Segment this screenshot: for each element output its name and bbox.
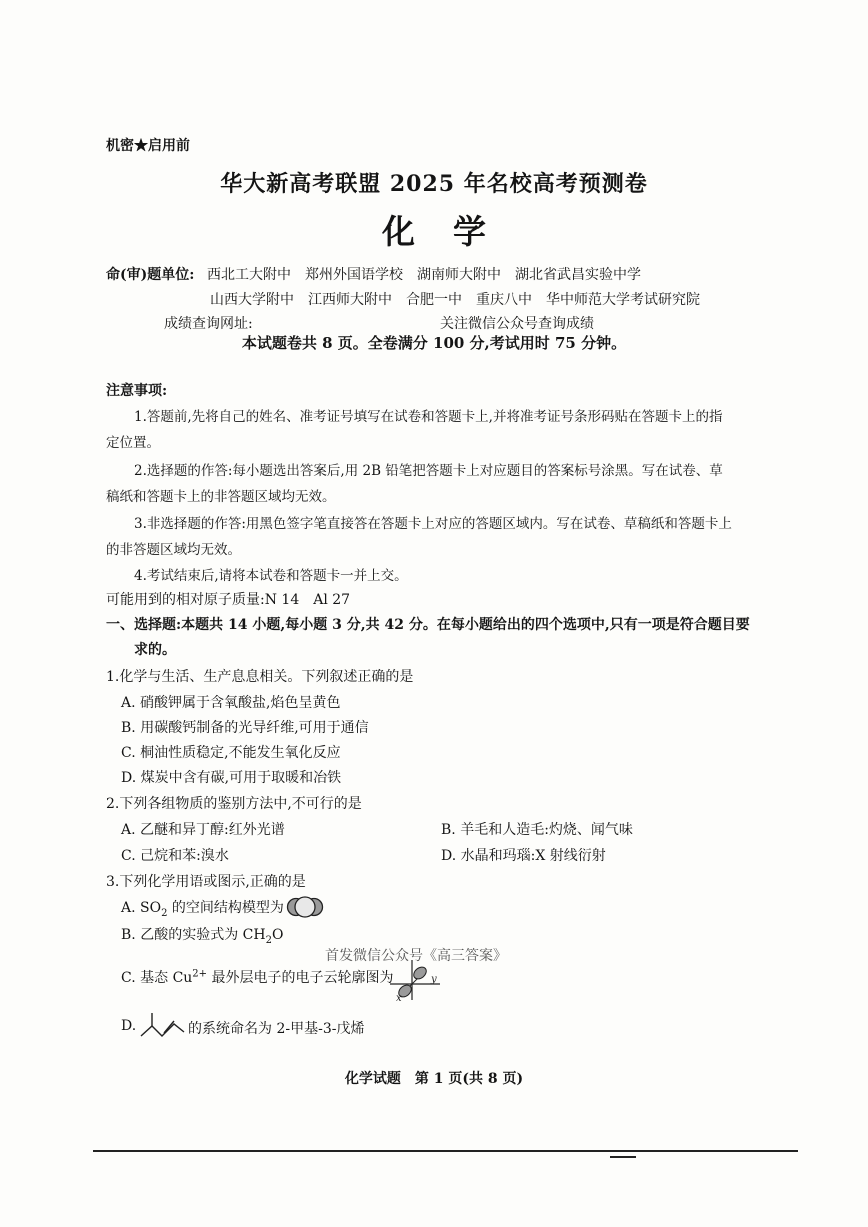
note-3-line-2: 的非答题区域均无效。 — [106, 542, 241, 558]
query-follow: 关注微信公众号查询成绩 — [440, 316, 594, 332]
exam-info: 本试题卷共 8 页。全卷满分 100 分,考试用时 75 分钟。 — [241, 334, 627, 352]
units-label: 命(审)题单位: — [106, 267, 195, 283]
option-b-subscript: 2 — [265, 934, 272, 946]
units-line-2: 山西大学附中 江西师大附中 合肥一中 重庆八中 华中师范大学考试研究院 — [210, 292, 700, 308]
question-3-stem: 3.下列化学用语或图示,正确的是 — [106, 874, 306, 890]
option-a-subscript: 2 — [161, 907, 168, 919]
note-3-line-1: 3.非选择题的作答:用黑色签字笔直接答在答题卡上对应的答题区域内。写在试卷、草稿纸和答题卡上 — [134, 516, 732, 532]
note-2-line-2: 稿纸和答题卡上的非答题区域均无效。 — [106, 489, 336, 505]
question-1-option-b: B. 用碳酸钙制备的光导纤维,可用于通信 — [121, 720, 369, 736]
subject-title: 化学 — [382, 212, 524, 251]
question-3-option-c — [121, 967, 394, 987]
question-3-option-d-prefix: D. — [121, 1018, 137, 1034]
notes-title: 注意事项: — [106, 383, 168, 399]
confidential-mark: 机密★启用前 — [106, 138, 190, 154]
option-c-prefix: C. 基态 Cu — [121, 970, 193, 986]
question-2-option-a: A. 乙醚和异丁醇:红外光谱 — [121, 822, 285, 838]
question-2-option-b: B. 羊毛和人造毛:灼烧、闻气味 — [441, 822, 633, 838]
exam-title: 华大新高考联盟 2025 年名校高考预测卷 — [220, 171, 648, 197]
electron-cloud-diagram-icon — [388, 956, 444, 1002]
section-1-heading-cont: 求的。 — [134, 642, 176, 658]
axis-x-label: x — [396, 993, 402, 1002]
skeletal-structure-icon — [138, 1010, 186, 1040]
bottom-rule-mark — [610, 1156, 636, 1158]
option-c-superscript: 2+ — [192, 968, 208, 980]
option-b-end: O — [271, 927, 284, 943]
option-b-text: B. 乙酸的实验式为 CH — [121, 927, 266, 943]
question-2-option-d: D. 水晶和玛瑙:X 射线衍射 — [441, 848, 606, 864]
option-a-prefix: A. SO — [121, 900, 162, 916]
so2-space-filling-model-icon — [285, 896, 325, 918]
note-2-line-1: 2.选择题的作答:每小题选出答案后,用 2B 铅笔把答题卡上对应题目的答案标号涂黑。写在试卷、草 — [134, 463, 723, 479]
axis-y-label: y — [431, 974, 437, 985]
atomic-mass: 可能用到的相对原子质量:N 14 Al 27 — [106, 592, 351, 608]
question-2-stem: 2.下列各组物质的鉴别方法中,不可行的是 — [106, 796, 362, 812]
note-1-line-2: 定位置。 — [106, 435, 160, 451]
question-1-stem: 1.化学与生活、生产息息相关。下列叙述正确的是 — [106, 669, 414, 685]
query-label: 成绩查询网址: — [164, 316, 253, 332]
question-3-option-a — [121, 897, 284, 919]
note-1-line-1: 1.答题前,先将自己的姓名、准考证号填写在试卷和答题卡上,并将准考证号条形码贴在答题卡上的指 — [134, 409, 723, 425]
question-3-option-d-text: 的系统命名为 2-甲基-3-戊烯 — [188, 1021, 365, 1037]
question-1-option-a: A. 硝酸钾属于含氧酸盐,焰色呈黄色 — [121, 695, 341, 711]
question-1-option-d: D. 煤炭中含有碳,可用于取暖和冶铁 — [121, 770, 342, 786]
watermark: 首发微信公众号《高三答案》 — [325, 948, 507, 964]
page-footer: 化学试题 第 1 页(共 8 页) — [344, 1071, 524, 1087]
option-c-text: 最外层电子的电子云轮廓图为 — [207, 970, 394, 986]
section-1-heading: 一、选择题:本题共 14 小题,每小题 3 分,共 42 分。在每小题给出的四个选项中,只有一项是符合题目要 — [106, 617, 750, 633]
units-line-1: 西北工大附中 郑州外国语学校 湖南师大附中 湖北省武昌实验中学 — [207, 267, 641, 283]
question-2-option-c: C. 己烷和苯:溴水 — [121, 848, 229, 864]
bottom-rule — [93, 1150, 798, 1152]
question-1-option-c: C. 桐油性质稳定,不能发生氧化反应 — [121, 745, 341, 761]
option-a-text: 的空间结构模型为 — [167, 900, 284, 916]
note-4: 4.考试结束后,请将本试卷和答题卡一并上交。 — [134, 568, 408, 584]
question-3-option-b — [121, 924, 283, 946]
